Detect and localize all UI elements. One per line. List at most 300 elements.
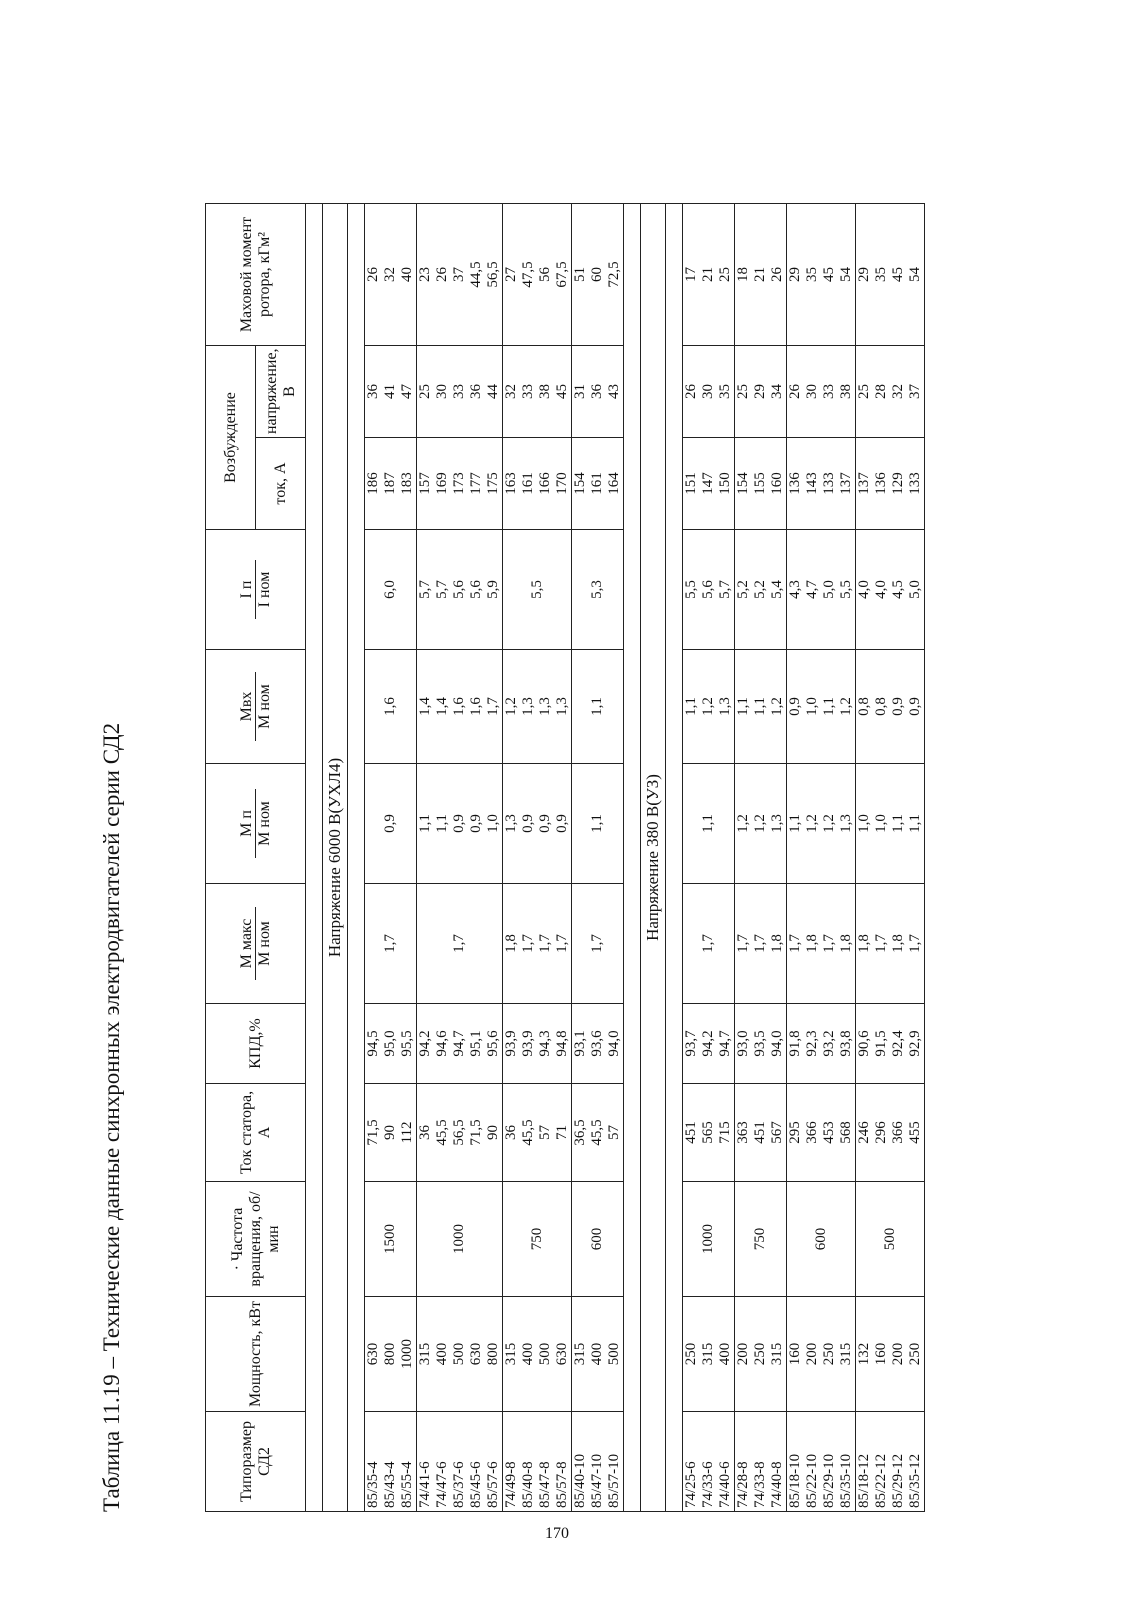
efficiency-cell xyxy=(365,1004,417,1084)
type-cell-value: 74/33-6 xyxy=(700,1461,716,1508)
stator-current-cell-value: 453 xyxy=(821,1121,837,1144)
excitation-voltage-cell-value: 45 xyxy=(554,384,570,399)
power-cell-value: 250 xyxy=(907,1342,923,1366)
efficiency-cell-value: 92,9 xyxy=(907,1030,923,1057)
excitation-voltage-cell-value: 36 xyxy=(589,384,605,399)
mp-cell-value: 1,1 xyxy=(907,814,923,833)
power-cell-value: 315 xyxy=(417,1342,433,1366)
flywheel-moment-cell-value: 45 xyxy=(821,267,837,282)
type-cell-value: 85/40-10 xyxy=(572,1453,588,1508)
stator-current-cell-value: 295 xyxy=(787,1121,803,1144)
flywheel-moment-cell xyxy=(365,204,417,346)
flywheel-moment-cell-value: 54 xyxy=(907,267,923,282)
mvh-cell-value: 1,7 xyxy=(485,697,501,716)
mvh-cell-value: 1,6 xyxy=(468,697,484,716)
efficiency-cell xyxy=(787,1004,856,1084)
header-mvh-ratio xyxy=(206,650,306,764)
efficiency-cell-value: 94,0 xyxy=(606,1030,622,1057)
efficiency-cell-value: 93,5 xyxy=(752,1030,768,1057)
excitation-voltage-cell-value: 31 xyxy=(572,384,588,399)
mp-cell-value: 1,2 xyxy=(752,814,768,833)
table-row xyxy=(417,204,503,1512)
power-cell-value: 315 xyxy=(769,1342,785,1366)
ip-cell-value: 5,7 xyxy=(434,580,450,599)
spacer-cell xyxy=(306,204,323,1512)
flywheel-moment-cell xyxy=(787,204,856,346)
flywheel-moment-cell-value: 60 xyxy=(589,267,605,282)
type-cell xyxy=(503,1412,572,1512)
mp-cell-value: 0,9 xyxy=(554,814,570,833)
excitation-current-cell-value: 133 xyxy=(907,472,923,495)
power-cell-value: 500 xyxy=(537,1342,553,1366)
ip-cell xyxy=(856,530,925,650)
speed-cell xyxy=(417,1182,503,1297)
power-cell-value: 400 xyxy=(520,1342,536,1366)
section-title: Напряжение 6000 В(УХЛ4) xyxy=(323,204,348,1512)
mmax-cell-value: 1,7 xyxy=(451,934,467,953)
stator-current-cell-value: 56,5 xyxy=(451,1119,467,1146)
excitation-voltage-cell-value: 38 xyxy=(537,384,553,399)
ip-denominator: I ном xyxy=(255,560,273,620)
flywheel-moment-cell-value: 25 xyxy=(717,267,733,282)
type-cell-value: 74/49-8 xyxy=(503,1461,519,1508)
mp-cell-value: 0,9 xyxy=(537,814,553,833)
ip-cell-value: 5,5 xyxy=(683,580,699,599)
flywheel-moment-cell-value: 47,5 xyxy=(520,261,536,288)
efficiency-cell-value: 93,6 xyxy=(589,1030,605,1057)
power-cell-value: 315 xyxy=(838,1342,854,1366)
excitation-current-cell-value: 154 xyxy=(572,472,588,495)
efficiency-cell-value: 92,4 xyxy=(890,1030,906,1057)
flywheel-moment-cell-value: 54 xyxy=(838,267,854,282)
excitation-voltage-cell xyxy=(503,346,572,438)
stator-current-cell-value: 363 xyxy=(735,1121,751,1144)
ip-cell-value: 5,0 xyxy=(821,580,837,599)
stator-current-cell-value: 90 xyxy=(485,1125,501,1140)
excitation-current-cell-value: 161 xyxy=(589,472,605,495)
speed-cell-value: 1000 xyxy=(700,1224,716,1254)
type-cell-value: 85/57-10 xyxy=(606,1453,622,1508)
mmax-cell-value: 1,8 xyxy=(856,934,872,953)
mvh-cell-value: 1,2 xyxy=(503,697,519,716)
mmax-cell-value: 1,7 xyxy=(735,934,751,953)
power-cell-value: 800 xyxy=(485,1342,501,1366)
ip-cell-value: 5,9 xyxy=(485,580,501,599)
mp-cell xyxy=(417,764,503,884)
efficiency-cell-value: 94,7 xyxy=(451,1030,467,1057)
section-title: Напряжение 380 В(УЗ) xyxy=(641,204,666,1512)
mp-cell xyxy=(572,764,624,884)
excitation-voltage-cell-value: 36 xyxy=(468,384,484,399)
power-cell-value: 400 xyxy=(434,1342,450,1366)
header-efficiency: КПД,% xyxy=(206,1004,306,1084)
power-cell xyxy=(735,1297,787,1412)
type-cell-value: 85/57-8 xyxy=(554,1461,570,1508)
speed-cell xyxy=(503,1182,572,1297)
excitation-voltage-cell-value: 29 xyxy=(752,384,768,399)
flywheel-moment-cell xyxy=(417,204,503,346)
spacer-cell xyxy=(624,204,641,1512)
mp-cell-value: 0,9 xyxy=(468,814,484,833)
stator-current-cell-value: 36,5 xyxy=(572,1119,588,1146)
stator-current-cell xyxy=(787,1084,856,1182)
page-number: 170 xyxy=(545,1525,569,1542)
header-speed: · Частота вращения, об/мин xyxy=(206,1182,306,1297)
power-cell-value: 400 xyxy=(589,1342,605,1366)
type-cell-value: 74/33-8 xyxy=(752,1461,768,1508)
ip-cell-value: 4,7 xyxy=(804,580,820,599)
mp-cell-value: 1,3 xyxy=(503,814,519,833)
stator-current-cell xyxy=(856,1084,925,1182)
excitation-voltage-cell-value: 25 xyxy=(856,384,872,399)
mvh-cell xyxy=(417,650,503,764)
mmax-cell-value: 1,7 xyxy=(382,934,398,953)
excitation-voltage-cell xyxy=(856,346,925,438)
excitation-current-cell-value: 129 xyxy=(890,472,906,495)
table-caption: Таблица 11.19 – Технические данные синхронных электродвигателей серии СД2 xyxy=(99,722,124,1512)
speed-cell-value: 750 xyxy=(528,1227,545,1251)
mvh-cell xyxy=(503,650,572,764)
excitation-voltage-cell-value: 32 xyxy=(890,384,906,399)
ip-cell xyxy=(365,530,417,650)
mvh-cell xyxy=(683,650,735,764)
excitation-voltage-cell-value: 25 xyxy=(417,384,433,399)
efficiency-cell-value: 94,7 xyxy=(717,1030,733,1057)
mvh-cell-value: 1,0 xyxy=(804,697,820,716)
mmax-cell-value: 1,8 xyxy=(838,934,854,953)
type-cell-value: 85/37-6 xyxy=(451,1461,467,1508)
power-cell-value: 315 xyxy=(572,1342,588,1366)
mmax-cell xyxy=(683,884,735,1004)
flywheel-moment-cell-value: 56,5 xyxy=(485,261,501,288)
excitation-voltage-cell-value: 30 xyxy=(700,384,716,399)
stator-current-cell-value: 45,5 xyxy=(520,1119,536,1146)
stator-current-cell-value: 451 xyxy=(683,1121,699,1144)
ip-cell-value: 5,7 xyxy=(717,580,733,599)
excitation-current-cell-value: 164 xyxy=(606,472,622,495)
excitation-voltage-cell-value: 25 xyxy=(735,384,751,399)
header-power: Мощность, кВт xyxy=(206,1297,306,1412)
excitation-voltage-cell xyxy=(735,346,787,438)
stator-current-cell xyxy=(572,1084,624,1182)
mp-numerator: М п xyxy=(237,810,255,837)
header-excitation-current: ток, А xyxy=(256,438,306,530)
efficiency-cell-value: 93,8 xyxy=(838,1030,854,1057)
mp-cell-value: 1,2 xyxy=(821,814,837,833)
excitation-voltage-cell-value: 44 xyxy=(485,384,501,399)
speed-cell xyxy=(683,1182,735,1297)
table-body xyxy=(306,204,925,1512)
header-excitation: Возбуждение xyxy=(206,346,256,530)
type-cell-value: 85/18-12 xyxy=(856,1453,872,1508)
mp-cell-value: 0,9 xyxy=(382,814,398,833)
spacer-row xyxy=(348,204,365,1512)
efficiency-cell-value: 95,5 xyxy=(399,1030,415,1057)
mmax-cell-value: 1,7 xyxy=(787,934,803,953)
type-cell-value: 74/40-8 xyxy=(769,1461,785,1508)
mvh-cell-value: 1,3 xyxy=(554,697,570,716)
excitation-current-cell-value: 170 xyxy=(554,472,570,495)
speed-cell xyxy=(735,1182,787,1297)
mp-cell-value: 1,1 xyxy=(589,814,605,833)
mp-cell xyxy=(683,764,735,884)
flywheel-moment-cell xyxy=(572,204,624,346)
speed-cell-value: 1500 xyxy=(382,1224,398,1254)
mvh-cell xyxy=(365,650,417,764)
mp-cell-value: 1,3 xyxy=(769,814,785,833)
stator-current-cell-value: 90 xyxy=(382,1125,398,1140)
ip-cell xyxy=(787,530,856,650)
mmax-numerator: М макс xyxy=(237,918,255,969)
type-cell-value: 85/29-10 xyxy=(821,1453,837,1508)
flywheel-moment-cell-value: 18 xyxy=(735,267,751,282)
excitation-current-cell-value: 186 xyxy=(365,472,381,495)
excitation-current-cell xyxy=(365,438,417,530)
excitation-current-cell xyxy=(856,438,925,530)
excitation-current-cell-value: 143 xyxy=(804,472,820,495)
efficiency-cell-value: 91,5 xyxy=(873,1030,889,1057)
mmax-cell xyxy=(735,884,787,1004)
excitation-current-cell-value: 183 xyxy=(399,472,415,495)
efficiency-cell xyxy=(856,1004,925,1084)
type-cell xyxy=(856,1412,925,1512)
excitation-current-cell-value: 166 xyxy=(537,472,553,495)
excitation-voltage-cell xyxy=(572,346,624,438)
ip-cell-value: 5,3 xyxy=(589,580,605,599)
mp-cell xyxy=(365,764,417,884)
type-cell-value: 85/40-8 xyxy=(520,1461,536,1508)
table-row xyxy=(503,204,572,1512)
mvh-cell-value: 0,9 xyxy=(907,697,923,716)
table-row xyxy=(735,204,787,1512)
ip-cell xyxy=(735,530,787,650)
power-cell-value: 250 xyxy=(752,1342,768,1366)
type-cell-value: 85/22-12 xyxy=(873,1453,889,1508)
stator-current-cell-value: 57 xyxy=(606,1125,622,1140)
excitation-current-cell-value: 136 xyxy=(873,472,889,495)
type-cell-value: 85/35-4 xyxy=(365,1461,381,1508)
flywheel-moment-cell-value: 23 xyxy=(417,267,433,282)
stator-current-cell-value: 36 xyxy=(417,1125,433,1140)
mp-cell-value: 1,2 xyxy=(735,814,751,833)
header-excitation-voltage: напряжение, В xyxy=(256,346,306,438)
efficiency-cell-value: 94,8 xyxy=(554,1030,570,1057)
motor-data-table xyxy=(205,203,925,1512)
type-cell xyxy=(787,1412,856,1512)
excitation-current-cell-value: 169 xyxy=(434,472,450,495)
ip-cell-value: 5,4 xyxy=(769,580,785,599)
ip-cell-value: 5,2 xyxy=(752,580,768,599)
ip-cell-value: 5,0 xyxy=(907,580,923,599)
flywheel-moment-cell-value: 40 xyxy=(399,267,415,282)
mvh-cell-value: 1,6 xyxy=(451,697,467,716)
mp-cell-value: 1,1 xyxy=(700,814,716,833)
table-row xyxy=(683,204,735,1512)
ip-cell-value: 5,5 xyxy=(528,580,545,599)
excitation-voltage-cell-value: 36 xyxy=(365,384,381,399)
efficiency-cell xyxy=(417,1004,503,1084)
type-cell-value: 85/43-4 xyxy=(382,1461,398,1508)
power-cell-value: 630 xyxy=(468,1342,484,1366)
efficiency-cell-value: 93,2 xyxy=(821,1030,837,1057)
type-cell xyxy=(683,1412,735,1512)
mmax-cell-value: 1,8 xyxy=(503,934,519,953)
excitation-voltage-cell xyxy=(787,346,856,438)
flywheel-moment-cell-value: 37 xyxy=(451,267,467,282)
excitation-current-cell-value: 187 xyxy=(382,472,398,495)
speed-cell-value: 500 xyxy=(881,1227,898,1251)
speed-cell-value: 600 xyxy=(589,1227,605,1251)
efficiency-cell-value: 90,6 xyxy=(856,1030,872,1057)
mmax-cell-value: 1,8 xyxy=(804,934,820,953)
excitation-current-cell-value: 173 xyxy=(451,472,467,495)
excitation-current-cell-value: 157 xyxy=(417,472,433,495)
excitation-current-cell-value: 133 xyxy=(821,472,837,495)
flywheel-moment-cell-value: 35 xyxy=(804,267,820,282)
mp-cell-value: 1,2 xyxy=(804,814,820,833)
efficiency-cell-value: 93,9 xyxy=(503,1030,519,1057)
speed-cell xyxy=(856,1182,925,1297)
power-cell-value: 630 xyxy=(554,1342,570,1366)
excitation-current-cell xyxy=(417,438,503,530)
mmax-cell xyxy=(787,884,856,1004)
mmax-cell xyxy=(365,884,417,1004)
mvh-cell-value: 1,1 xyxy=(821,697,837,716)
efficiency-cell-value: 95,1 xyxy=(468,1030,484,1057)
mvh-cell-value: 1,4 xyxy=(434,697,450,716)
power-cell-value: 132 xyxy=(856,1342,872,1366)
efficiency-cell-value: 93,1 xyxy=(572,1030,588,1057)
type-cell-value: 85/55-4 xyxy=(399,1461,415,1508)
mvh-denominator: М ном xyxy=(255,672,273,741)
mvh-cell-value: 1,3 xyxy=(520,697,536,716)
flywheel-moment-cell-value: 21 xyxy=(752,267,768,282)
power-cell-value: 630 xyxy=(365,1342,381,1366)
header-mmax-ratio xyxy=(206,884,306,1004)
flywheel-moment-cell-value: 21 xyxy=(700,267,716,282)
efficiency-cell xyxy=(735,1004,787,1084)
mmax-cell xyxy=(856,884,925,1004)
type-cell-value: 85/35-12 xyxy=(907,1453,923,1508)
stator-current-cell-value: 296 xyxy=(873,1121,889,1144)
stator-current-cell-value: 568 xyxy=(838,1121,854,1144)
mmax-cell-value: 1,7 xyxy=(873,934,889,953)
type-cell-value: 85/35-10 xyxy=(838,1453,854,1508)
stator-current-cell-value: 567 xyxy=(769,1121,785,1144)
ip-cell-value: 6,0 xyxy=(382,580,398,599)
mvh-cell-value: 1,1 xyxy=(752,697,768,716)
power-cell-value: 315 xyxy=(700,1342,716,1366)
flywheel-moment-cell-value: 26 xyxy=(769,267,785,282)
excitation-voltage-cell-value: 30 xyxy=(804,384,820,399)
mvh-cell-value: 1,2 xyxy=(700,697,716,716)
efficiency-cell-value: 93,0 xyxy=(735,1030,751,1057)
table-row xyxy=(856,204,925,1512)
mp-cell xyxy=(856,764,925,884)
flywheel-moment-cell xyxy=(856,204,925,346)
stator-current-cell-value: 366 xyxy=(890,1121,906,1144)
spacer-row xyxy=(624,204,641,1512)
excitation-voltage-cell-value: 34 xyxy=(769,384,785,399)
mp-cell xyxy=(503,764,572,884)
stator-current-cell xyxy=(683,1084,735,1182)
excitation-voltage-cell-value: 38 xyxy=(838,384,854,399)
excitation-voltage-cell-value: 33 xyxy=(821,384,837,399)
power-cell-value: 400 xyxy=(717,1342,733,1366)
flywheel-moment-cell-value: 67,5 xyxy=(554,261,570,288)
section-row xyxy=(641,204,666,1512)
type-cell-value: 74/47-6 xyxy=(434,1461,450,1508)
power-cell xyxy=(503,1297,572,1412)
mmax-cell-value: 1,8 xyxy=(769,934,785,953)
excitation-current-cell-value: 147 xyxy=(700,472,716,495)
stator-current-cell-value: 36 xyxy=(503,1125,519,1140)
type-cell-value: 85/47-10 xyxy=(589,1453,605,1508)
power-cell xyxy=(683,1297,735,1412)
mvh-cell xyxy=(787,650,856,764)
mvh-cell-value: 1,1 xyxy=(735,697,751,716)
excitation-current-cell-value: 177 xyxy=(468,472,484,495)
flywheel-moment-cell-value: 51 xyxy=(572,267,588,282)
mvh-cell xyxy=(856,650,925,764)
excitation-current-cell xyxy=(787,438,856,530)
type-cell-value: 85/47-8 xyxy=(537,1461,553,1508)
excitation-current-cell xyxy=(572,438,624,530)
excitation-current-cell-value: 155 xyxy=(752,472,768,495)
excitation-current-cell-value: 150 xyxy=(717,472,733,495)
flywheel-moment-cell-value: 35 xyxy=(873,267,889,282)
mvh-cell-value: 0,8 xyxy=(873,697,889,716)
type-cell-value: 85/29-12 xyxy=(890,1453,906,1508)
stator-current-cell xyxy=(503,1084,572,1182)
efficiency-cell-value: 94,2 xyxy=(417,1030,433,1057)
mp-cell-value: 0,9 xyxy=(520,814,536,833)
power-cell-value: 800 xyxy=(382,1342,398,1366)
flywheel-moment-cell-value: 26 xyxy=(365,267,381,282)
power-cell-value: 160 xyxy=(787,1342,803,1366)
mmax-cell xyxy=(572,884,624,1004)
ip-cell xyxy=(503,530,572,650)
efficiency-cell xyxy=(572,1004,624,1084)
mmax-cell-value: 1,7 xyxy=(700,934,716,953)
efficiency-cell-value: 94,0 xyxy=(769,1030,785,1057)
stator-current-cell-value: 366 xyxy=(804,1121,820,1144)
power-cell xyxy=(365,1297,417,1412)
excitation-voltage-cell-value: 26 xyxy=(683,384,699,399)
mmax-cell xyxy=(503,884,572,1004)
efficiency-cell-value: 91,8 xyxy=(787,1030,803,1057)
flywheel-moment-cell-value: 29 xyxy=(787,267,803,282)
speed-cell-value: 600 xyxy=(812,1227,829,1251)
efficiency-cell-value: 94,2 xyxy=(700,1030,716,1057)
type-cell-value: 85/18-10 xyxy=(787,1453,803,1508)
stator-current-cell-value: 451 xyxy=(752,1121,768,1144)
power-cell-value: 200 xyxy=(804,1342,820,1366)
mvh-cell-value: 1,1 xyxy=(589,697,605,716)
stator-current-cell-value: 112 xyxy=(399,1121,415,1144)
mvh-cell-value: 0,8 xyxy=(856,697,872,716)
mvh-cell-value: 1,2 xyxy=(838,697,854,716)
ip-cell-value: 4,5 xyxy=(890,580,906,599)
mmax-denominator: М ном xyxy=(255,907,273,981)
mp-cell xyxy=(787,764,856,884)
type-cell-value: 74/41-6 xyxy=(417,1461,433,1508)
stator-current-cell-value: 71,5 xyxy=(365,1119,381,1146)
power-cell xyxy=(787,1297,856,1412)
type-cell xyxy=(365,1412,417,1512)
stator-current-cell-value: 71,5 xyxy=(468,1119,484,1146)
stator-current-cell-value: 45,5 xyxy=(434,1119,450,1146)
